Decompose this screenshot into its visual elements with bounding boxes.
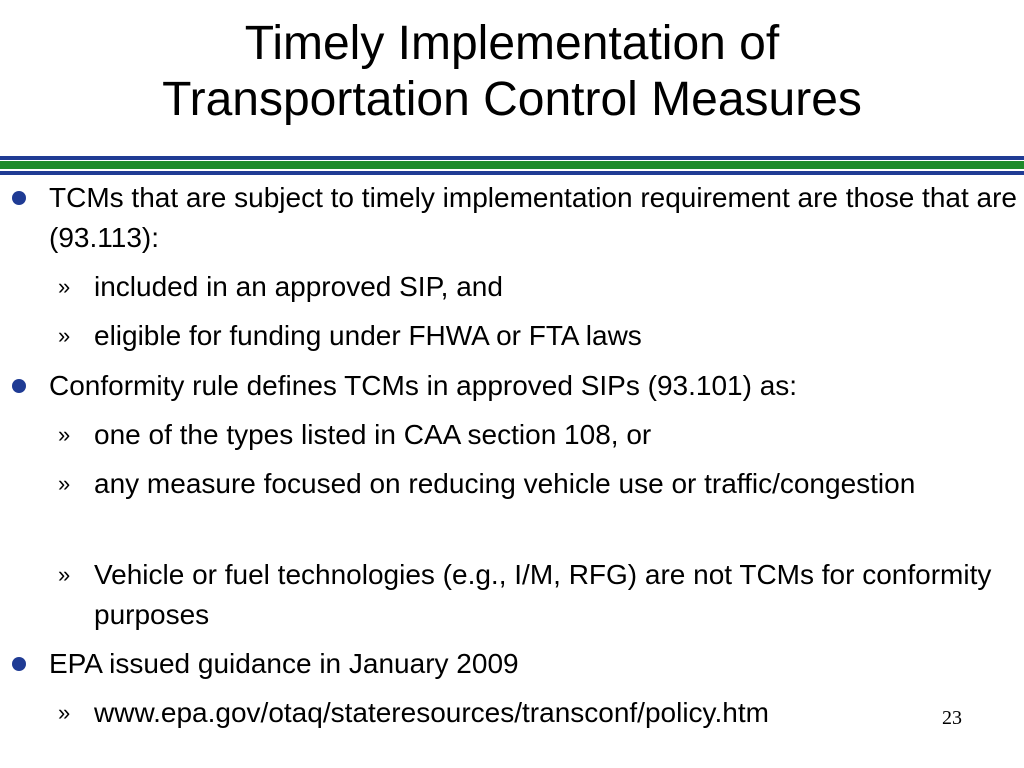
- bullet-dot-icon: [12, 657, 26, 671]
- title-divider-green: [0, 161, 1024, 169]
- chevron-bullet-icon: »: [58, 562, 71, 587]
- bullet-1-sub-2: [58, 316, 998, 356]
- bullet-2-text: Conformity rule defines TCMs in approved SIPs (93.101) as:: [49, 370, 798, 401]
- title-divider-blue-top: [0, 156, 1024, 160]
- chevron-bullet-icon: »: [58, 323, 71, 348]
- bullet-2-sub-2-text: any measure focused on reducing vehicle use or traffic/congestion: [94, 468, 916, 499]
- title-divider-blue-bottom: [0, 171, 1024, 175]
- slide-title-line-2: Transportation Control Measures: [162, 73, 862, 126]
- bullet-3: [12, 644, 1020, 684]
- page-number: 23: [942, 707, 962, 729]
- bullet-2-sub-2: [58, 464, 998, 504]
- bullet-3-sub-1: [58, 693, 998, 733]
- chevron-bullet-icon: »: [58, 471, 71, 496]
- chevron-bullet-icon: »: [58, 422, 71, 447]
- bullet-3-sub-1-text: www.epa.gov/otaq/stateresources/transconf/policy.htm: [94, 697, 769, 728]
- bullet-3-text: EPA issued guidance in January 2009: [49, 648, 519, 679]
- bullet-2-sub-1-text: one of the types listed in CAA section 108, or: [94, 419, 652, 450]
- bullet-dot-icon: [12, 191, 26, 205]
- bullet-1-text: TCMs that are subject to timely implementation requirement are those that are (93.113):: [49, 182, 1017, 253]
- slide-title: [0, 16, 1024, 128]
- bullet-1-sub-1-text: included in an approved SIP, and: [94, 271, 503, 302]
- bullet-1: [12, 178, 1020, 258]
- bullet-2-sub-3: [58, 555, 998, 635]
- slide-title-line-1: Timely Implementation of: [244, 17, 780, 70]
- bullet-dot-icon: [12, 379, 26, 393]
- bullet-1-sub-1: [58, 267, 998, 307]
- bullet-2-sub-3-text: Vehicle or fuel technologies (e.g., I/M, RFG) are not TCMs for conformity purposes: [94, 559, 992, 630]
- chevron-bullet-icon: »: [58, 274, 71, 299]
- chevron-bullet-icon: »: [58, 700, 71, 725]
- bullet-2: [12, 366, 1020, 406]
- bullet-2-sub-1: [58, 415, 998, 455]
- bullet-1-sub-2-text: eligible for funding under FHWA or FTA laws: [94, 320, 642, 351]
